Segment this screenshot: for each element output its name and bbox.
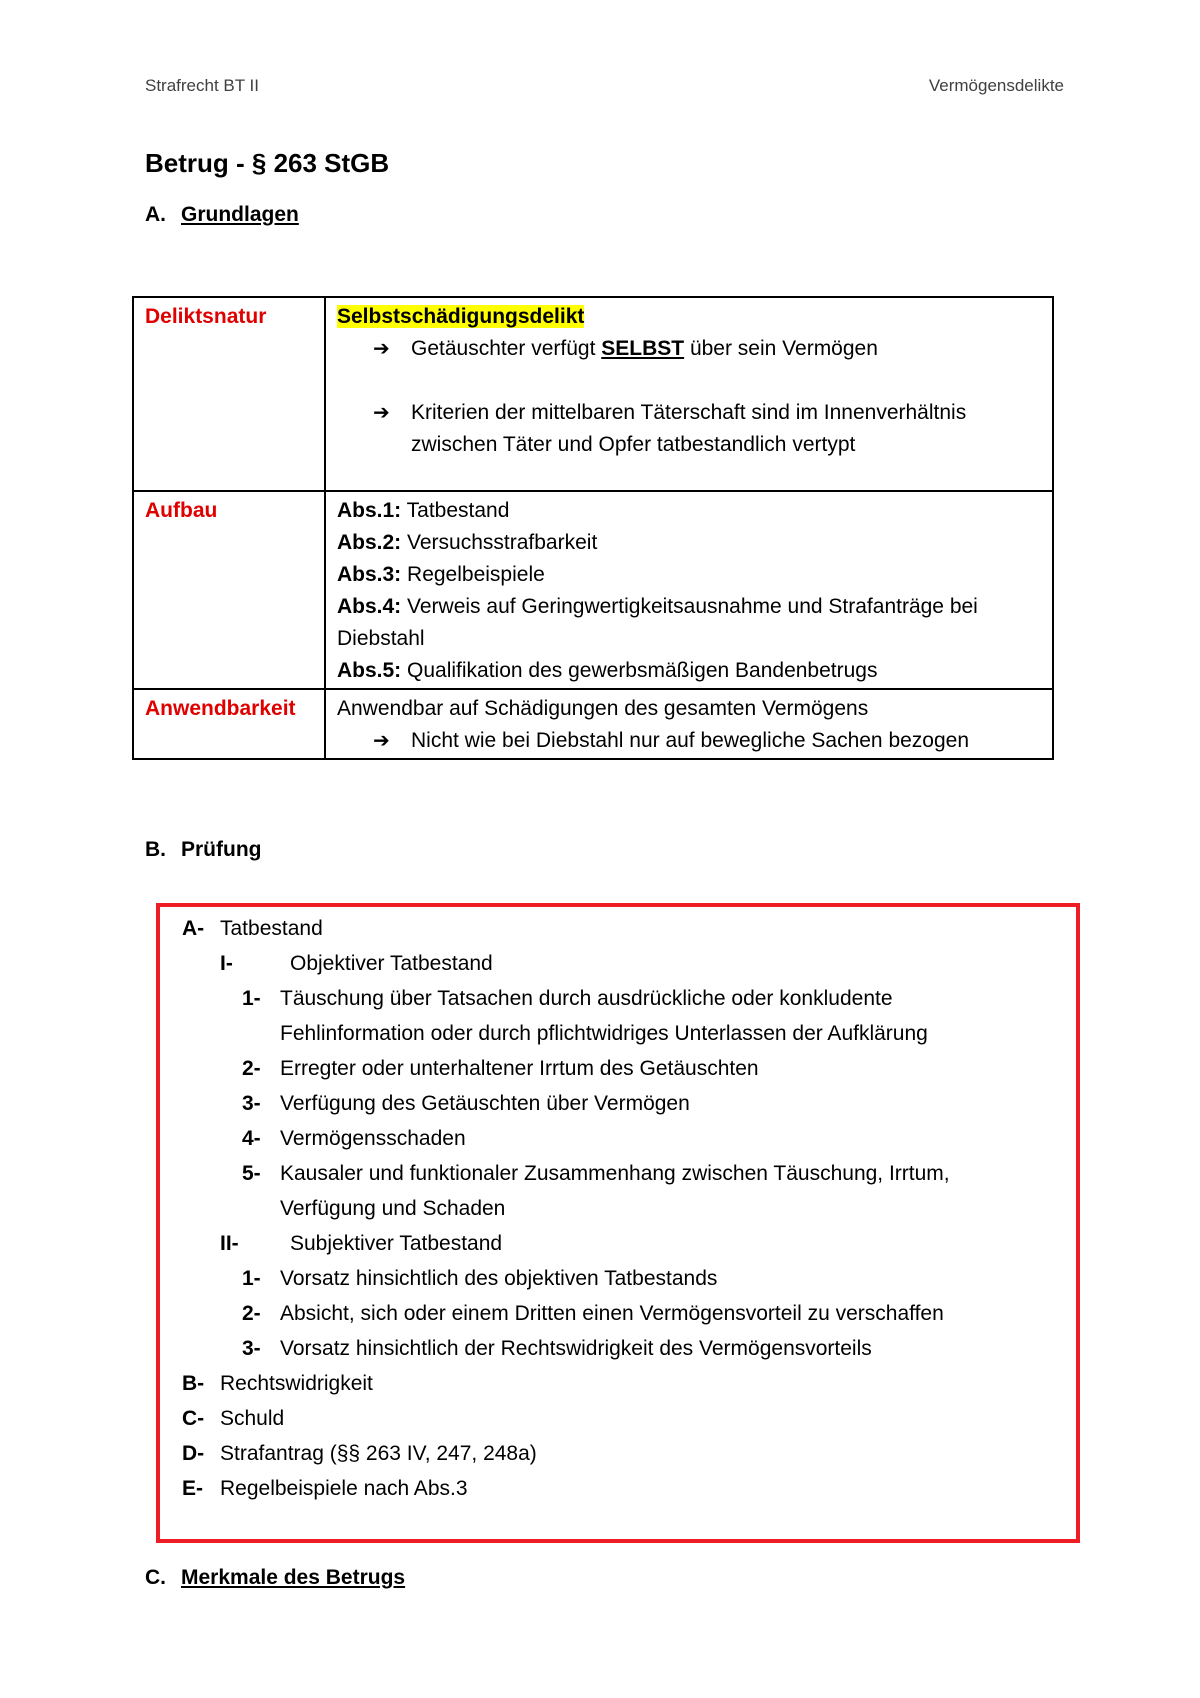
arrow-text: über sein Vermögen <box>684 337 878 360</box>
outline-item: 3- Verfügung des Getäuschten über Vermögen <box>242 1092 690 1115</box>
outline-item-continued: Verfügung und Schaden <box>280 1197 506 1220</box>
section-b-heading <box>145 838 261 862</box>
section-c-heading <box>145 1566 405 1590</box>
outline-item: 2- Erregter oder unterhaltener Irrtum des Getäuschten <box>242 1057 759 1080</box>
list-item: Abs.5: Qualifikation des gewerbsmäßigen Bandenbetrugs <box>337 659 878 682</box>
pruefung-box <box>156 903 1080 1543</box>
section-b-letter: B. <box>145 838 166 861</box>
section-a-heading <box>145 203 299 227</box>
section-c-letter: C. <box>145 1566 166 1589</box>
outline-item: 3- Vorsatz hinsichtlich der Rechtswidrigkeit des Vermögensvorteils <box>242 1337 872 1360</box>
arrow-item <box>337 725 1041 757</box>
highlight-term: Selbstschädigungsdelikt <box>337 305 585 328</box>
row-content <box>325 491 1053 689</box>
list-item: Abs.3: Regelbeispiele <box>337 563 545 586</box>
header-course: Strafrecht BT II <box>145 76 260 95</box>
arrow-right-icon: ➔ <box>373 402 390 424</box>
arrow-text: Kriterien der mittelbaren Täterschaft sind im Innenverhältnis zwischen Täter und Opfer tatbestandlich vertypt <box>411 401 967 456</box>
arrow-text: Nicht wie bei Diebstahl nur auf bewegliche Sachen bezogen <box>411 729 970 752</box>
section-a-letter: A. <box>145 203 166 226</box>
arrow-text: Getäuschter verfügt <box>411 337 602 360</box>
row-label: Deliktsnatur <box>133 297 325 491</box>
outline-item: 1- Täuschung über Tatsachen durch ausdrückliche oder konkludente <box>242 987 893 1010</box>
table-row <box>133 297 1053 491</box>
outline-item: B- Rechtswidrigkeit <box>182 1372 373 1395</box>
outline-item-continued: Fehlinformation oder durch pflichtwidriges Unterlassen der Aufklärung <box>280 1022 928 1045</box>
row-content <box>325 689 1053 759</box>
row-label: Aufbau <box>133 491 325 689</box>
table-row <box>133 491 1053 689</box>
outline-item: II- Subjektiver Tatbestand <box>220 1232 503 1255</box>
arrow-item <box>337 397 1041 461</box>
row-label: Anwendbarkeit <box>133 689 325 759</box>
section-b-title: Prüfung <box>181 838 262 861</box>
row-content <box>325 297 1053 491</box>
outline-item: 5- Kausaler und funktionaler Zusammenhang zwischen Täuschung, Irrtum, <box>242 1162 950 1185</box>
grundlagen-table <box>132 296 1054 760</box>
outline-item: D- Strafantrag (§§ 263 IV, 247, 248a) <box>182 1442 537 1465</box>
page-title: Betrug - § 263 StGB <box>145 148 390 178</box>
arrow-item <box>337 333 1041 365</box>
outline-item: 4- Vermögensschaden <box>242 1127 466 1150</box>
header-topic: Vermögensdelikte <box>928 76 1064 95</box>
outline-item: A- Tatbestand <box>182 917 323 940</box>
list-item: Anwendbar auf Schädigungen des gesamten Vermögens <box>337 697 869 720</box>
list-item: Abs.4: Verweis auf Geringwertigkeitsausnahme und Strafanträge bei Diebstahl <box>337 595 978 650</box>
outline-item: I- Objektiver Tatbestand <box>220 952 493 975</box>
table-row <box>133 689 1053 759</box>
outline-item: 2- Absicht, sich oder einem Dritten einen Vermögensvorteil zu verschaffen <box>242 1302 944 1325</box>
list-item: Abs.2: Versuchsstrafbarkeit <box>337 531 598 554</box>
section-c-title: Merkmale des Betrugs <box>181 1566 406 1589</box>
arrow-right-icon: ➔ <box>373 338 390 360</box>
section-a-title: Grundlagen <box>181 203 299 226</box>
outline-item: C- Schuld <box>182 1407 285 1430</box>
emphasis-text: SELBST <box>601 337 685 360</box>
outline-item: E- Regelbeispiele nach Abs.3 <box>182 1477 468 1500</box>
arrow-right-icon: ➔ <box>373 730 390 752</box>
list-item: Abs.1: Tatbestand <box>337 499 510 522</box>
outline-item: 1- Vorsatz hinsichtlich des objektiven Tatbestands <box>242 1267 718 1290</box>
